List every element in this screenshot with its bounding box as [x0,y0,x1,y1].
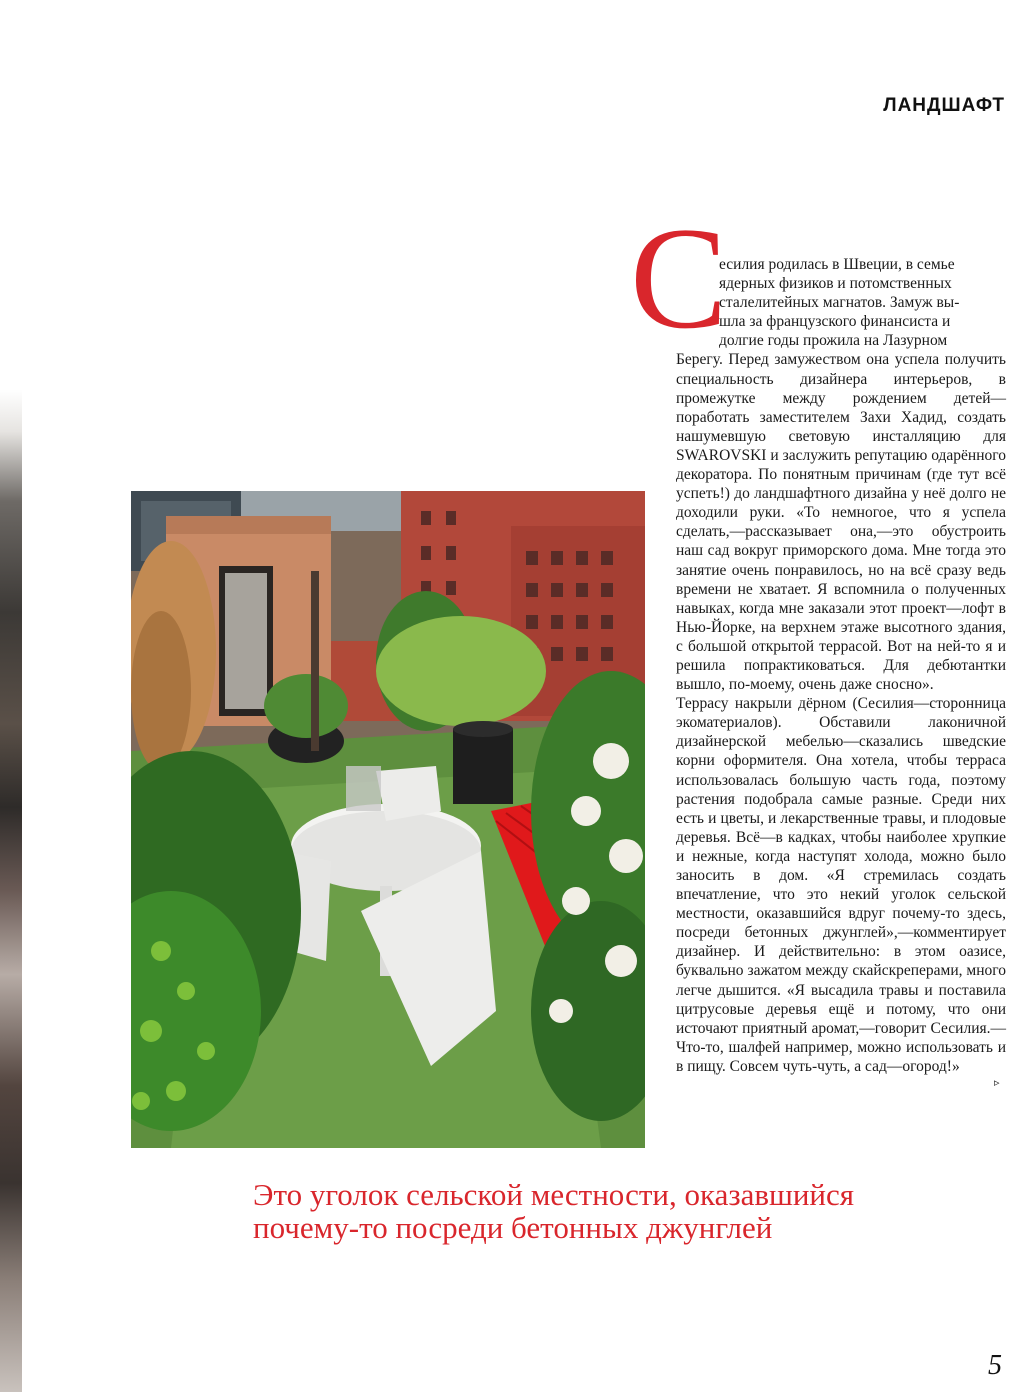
lead-line: ядерных физиков и потомственных [719,275,952,293]
article-body [676,255,1006,1076]
drop-cap: С [630,197,728,359]
article-paragraph-1: Берегу. Перед замужеством она успела получить специальность дизайнера интерьеров, в промежутке между рождением детей—поработать заместителем Захи Хадид, создать нашумевшую световую инсталляцию для SWAROVSKI и заслужить репутацию одарённого декоратора. По понятным причинам (где тут всё успеть!) до ландшафтного дизайна у неё долго не доходили руки. «То немногое, что я успела сделать,—рассказывает она,—это обустроить наш сад вокруг приморского дома. Мне тогда это занятие очень понравилось, но на всё сразу ведь времени не хватает. Я вспомнила о полученных навыках, когда мне заказали этот проект—лофт в Нью-Йорке, на верхнем этаже высотного здания, с большой открытой террасой. Вот на ней-то я и решила попрактиковаться. Для дебютантки вышло, по-моему, очень даже сносно». [676,351,1006,694]
lead-line: сталелитейных магнатов. Замуж вы- [719,294,960,312]
rooftop-terrace-photo [131,491,645,1148]
pull-quote-line: Это уголок сельской местности, оказавшийся [253,1177,855,1212]
article-paragraph-2: Террасу накрыли дёрном (Сесилия—сторонница экоматериалов). Обставили лаконичной дизайнерской мебелью—сказались шведские корни оформителя. Она хотела, чтобы терраса использовалась большую часть года, поэтому растения подобрала самые разные. Среди них есть и цветы, и лекарственные травы, и плодовые деревья. Всё—в кадках, чтобы наиболее хрупкие и нежные, когда наступят холода, можно было заносить в дом. «Я стремилась создать впечатление, что это некий уголок сельской местности, оказавшийся вдруг почему-то здесь, посреди бетонных джунглей»,—комментирует дизайнер. И действительно: в этом оазисе, буквально зажатом между скайскреперами, много легче дышится. «Я высадила травы и поставила цитрусовые деревья ещё и потому, что они источают приятный аромат,—говорит Сесилия.—Что-то, шалфей например, можно использовать и в пищу. Совсем чуть-чуть, а сад—огород!» [676,695,1006,1075]
section-title: ЛАНДШАФТ [883,95,1005,116]
pull-quote [253,1178,983,1244]
lead-line: шла за французского финансиста и [719,313,951,331]
page-edge-strip [0,0,22,1392]
continue-arrow-icon: ▹ [994,1076,1000,1089]
lead-line: долгие годы прожила на Лазурном [719,332,948,350]
pull-quote-line: почему-то посреди бетонных джунглей [253,1210,773,1245]
page-number: 5 [988,1350,1002,1381]
lead-line: есилия родилась в Швеции, в семье [719,256,955,273]
